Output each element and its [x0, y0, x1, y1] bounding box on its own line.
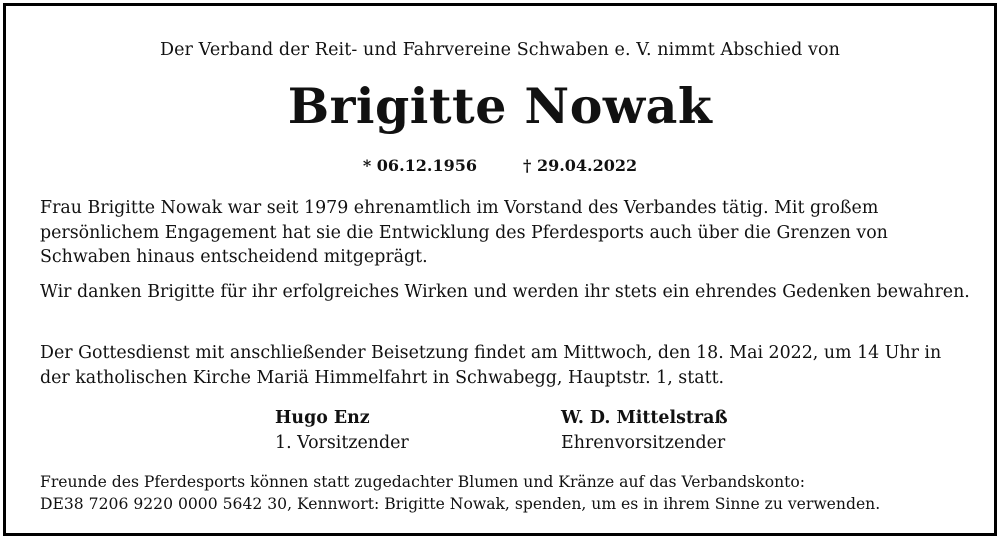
paragraph-funeral-details: Der Gottesdienst mit anschließender Beisetzung findet am Mittwoch, den 18. Mai 2022, um 14 Uhr in der katholischen Kirche Mariä Himmelfahrt in Schwabegg, Hauptstr. 1, statt. [40, 343, 942, 388]
signature-name: Hugo Enz [275, 408, 370, 428]
paragraph-thanks: Wir danken Brigitte für ihr erfolgreiches Wirken und werden ihr stets ein ehrendes Gedenken bewahren. [40, 282, 970, 302]
obituary-notice [3, 3, 997, 536]
life-dates [6, 156, 994, 175]
birth-date: * 06.12.1956 [362, 156, 477, 175]
signature-block-chairman [275, 406, 409, 455]
deceased-name: Brigitte Nowak [287, 77, 713, 135]
signature-block-honorary-chairman [561, 406, 728, 455]
death-date: † 29.04.2022 [523, 156, 638, 175]
paragraph-tribute: Frau Brigitte Nowak war seit 1979 ehrenamtlich im Vorstand des Verbandes tätig. Mit großem persönlichem Engagement hat sie die Entwicklung des Pferdesports auch über die Grenzen von Schwaben hinaus entscheidend mitgeprägt. [40, 198, 888, 267]
donation-note-line-1: Freunde des Pferdesports können statt zugedachter Blumen und Kränze auf das Verbandskonto: [40, 473, 806, 491]
signature-role: Ehrenvorsitzender [561, 432, 726, 453]
signature-name: W. D. Mittelstraß [561, 408, 728, 428]
donation-note [40, 471, 974, 515]
donation-note-line-2: DE38 7206 9220 0000 5642 30, Kennwort: Brigitte Nowak, spenden, um es in ihrem Sinne zu verwenden. [40, 495, 881, 513]
signature-role: 1. Vorsitzender [275, 432, 409, 453]
intro-line: Der Verband der Reit- und Fahrvereine Schwaben e. V. nimmt Abschied von [159, 40, 841, 60]
